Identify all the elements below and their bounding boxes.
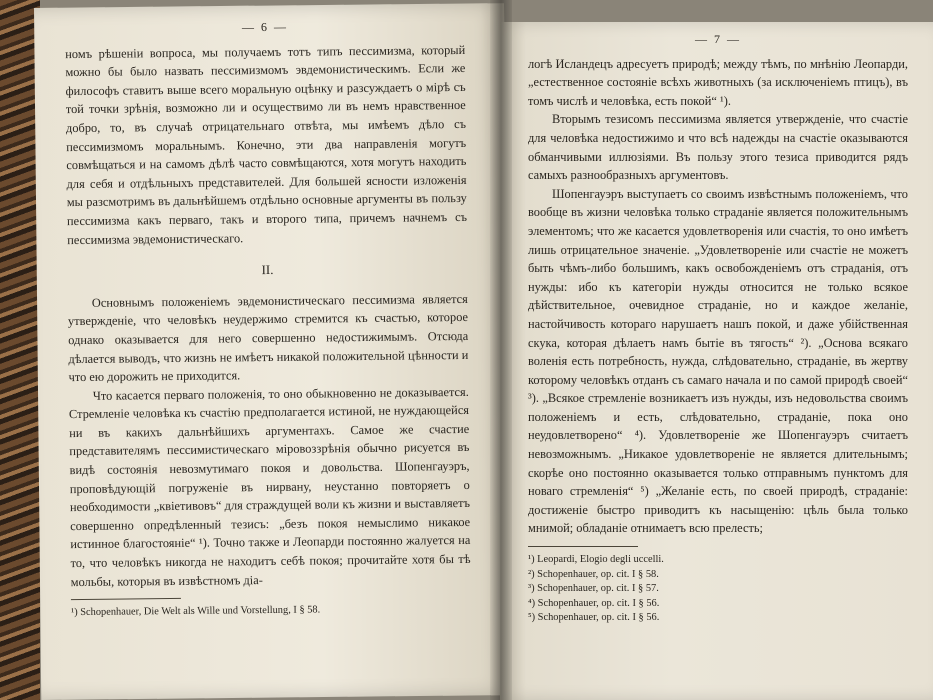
paragraph: логѣ Исландецъ адресуетъ природѣ; между тѣмъ, по мнѣнію Леопарди, „естественное состояніе всѣхъ животныхъ (за исключеніемъ птицъ), въ томъ числѣ и человѣка, есть покой“ ¹). — [528, 56, 908, 108]
footnote: ⁵) Schopenhauer, op. cit. I § 56. — [528, 612, 660, 624]
left-page-number: — 6 — — [241, 19, 289, 35]
paragraph: Что касается перваго положенія, то оно обыкновенно не доказывается. Стремленіе человѣка къ счастію предполагается истиной, не нуждающейся ни въ какихъ дальнѣйшихъ аргументахъ. Самое же счастие представителямъ пессимистическаго міровоззрѣнія обычно рисуется въ видѣ состоянія невозмутимаго покоя и довольства. Шопенгауэръ, проповѣдующій погруженіе въ нирвану, неустанно повторяетъ о необходимости „квіетивовъ“ для страждущей воли къ жизни и выставляетъ совершенно опредѣленный тезисъ: „безъ покоя немыслимо никакое истинное благостояніе“ ¹). Точно также и Леопарди постоянно жалуется на то, что человѣкъ никогда не находитъ себѣ покоя; прочитайте хотя бы тѣ мольбы, которыя въ извѣстномъ діа- — [68, 384, 471, 589]
paragraph: Вторымъ тезисомъ пессимизма является утвержденіе, что счастіе для человѣка недостижимо и что всѣ надежды на счастіе оказываются обманчивыми иллюзіями. Въ пользу этого тезиса приводится рядъ самыхъ разнообразныхъ аргументовъ. — [528, 112, 908, 183]
book-cover-edge — [0, 0, 40, 700]
footnote: ¹) Leopardi, Elogio degli uccelli. — [528, 554, 664, 566]
footnote: ¹) Schopenhauer, Die Welt als Wille und Vorstellung, I § 58. — [71, 604, 321, 619]
footnote: ²) Schopenhauer, op. cit. I § 58. — [528, 568, 659, 580]
paragraph: Шопенгауэръ выступаетъ со своимъ извѣстнымъ положеніемъ, что вообще въ жизни человѣка только страданіе является положительнымъ элементомъ; что же касается удовлетворенія или счастія, то оно имѣетъ лишь отрицательное значеніе. „Удовлетвореніе или счастіе не можетъ быть чѣмъ-либо большимъ, какъ освобожденіемъ отъ страданія, отъ нужды: ибо къ категоріи нужды относится не только всякое дѣйствительное, очевидное страданіе, но и каждое желаніе, настойчивость котораго нарушаетъ нашъ покой, и даже убійственная скука, которая дѣлаетъ намъ бытіе въ тягость“ ²). „Основа всякаго воленія есть потребность, нужда, слѣдовательно, страданіе, въ жертву которому человѣкъ отданъ съ самаго начала и по самой природѣ своей“ ³). „Всякое стремленіе возникаетъ изъ нужды, изъ недовольства своимъ положеніемъ и есть, слѣдовательно, страданіе, пока оно неудовлетворено“ ⁴). Удовлетвореніе же Шопенгауэръ считаетъ невозможнымъ. „Никакое удовлетвореніе не является длительнымъ; скорѣе оно постоянно оказывается только отправнымъ пунктомъ для новаго стремленія“ ⁵) „Желаніе есть, по своей природѣ, страданіе: достиженіе быстро приводитъ къ насыщенію: цѣль была только мнимой; обладаніе отнимаетъ всю прелесть; — [528, 186, 908, 536]
footnote-rule — [528, 546, 638, 547]
chapter-heading: II. — [261, 262, 274, 278]
footnote: ⁴) Schopenhauer, op. cit. I § 56. — [528, 597, 660, 609]
right-page-text — [528, 30, 908, 626]
book-gutter — [490, 0, 512, 700]
paragraph: номъ рѣшеніи вопроса, мы получаемъ тотъ типъ пессимизма, который можно бы было назвать пессимизмомъ эвдемонистическимъ. Если же философъ ставитъ выше всего моральную оцѣнку и разсуждаетъ о мірѣ съ той точки зрѣнія, возможно ли и осуществимо ли въ немъ нравственное добро, то, въ случаѣ отрицательнаго отвѣта, мы имѣемъ дѣло съ пессимизмомъ моральнымъ. Конечно, эти два направленія могутъ совмѣщаться и на самомъ дѣлѣ часто совмѣщаются, хотя могутъ находить для себя и отдѣльныхъ представителей. Для большей ясности изложенія мы разсмотримъ въ дальнѣйшемъ отдѣльно основные аргументы въ пользу пессимизма какъ перваго, такъ и второго типа, причемъ начнемъ съ пессимизма эвдемонистическаго. — [65, 42, 468, 247]
paragraph: Основнымъ положеніемъ эвдемонистическаго пессимизма является утвержденіе, что человѣкъ неудержимо стремится къ счастью, которое однако оказывается для него совершенно недостижимымъ. Отсюда дѣлается выводъ, что жизнь не имѣетъ никакой положительной цѣнности и что ею дорожить не приходится. — [67, 291, 469, 385]
footnote: ³) Schopenhauer, op. cit. I § 57. — [528, 583, 659, 595]
left-page-text — [65, 16, 471, 621]
footnote-rule — [71, 598, 181, 600]
right-page-number: — 7 — — [695, 32, 741, 46]
